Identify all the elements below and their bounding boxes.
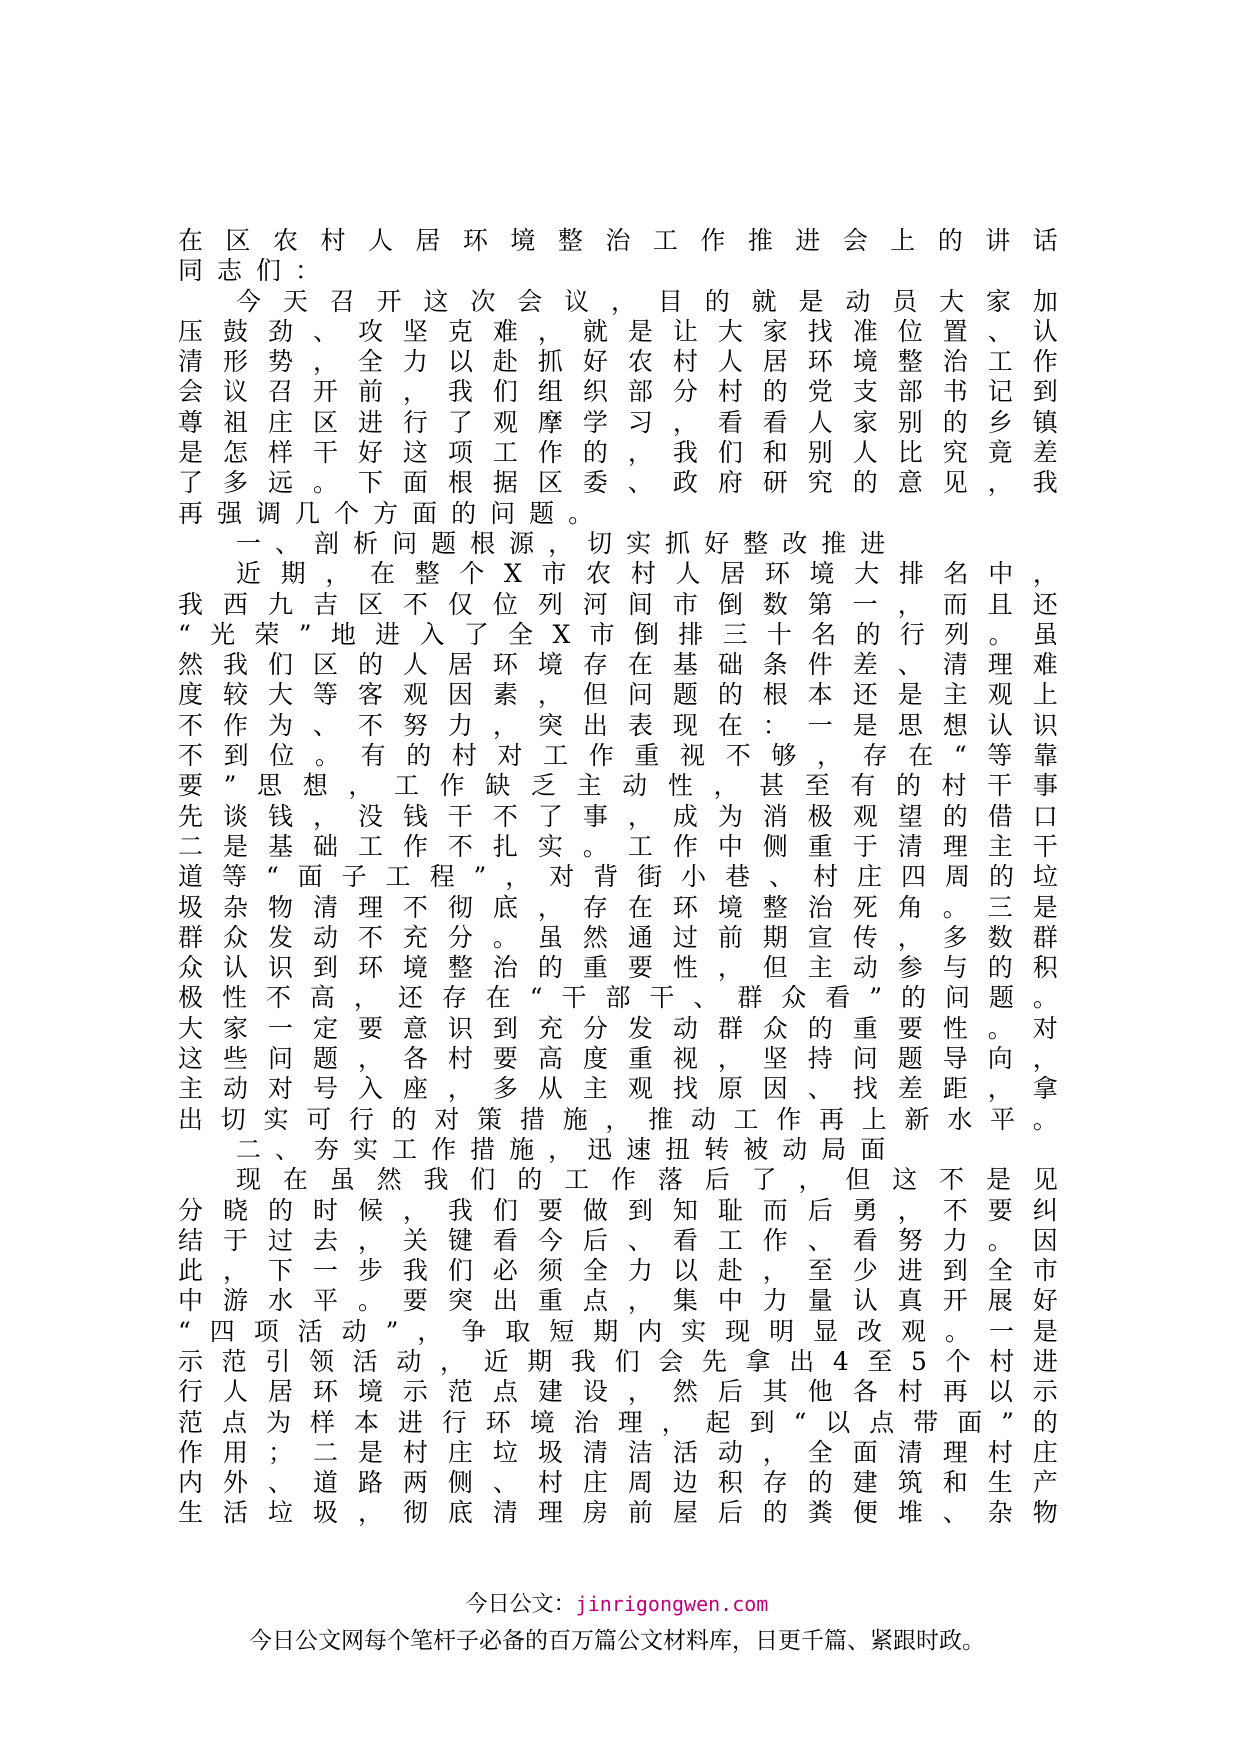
text-line: 二 是 基 础 工 作 不 扎 实 。 工 作 中 侧 重 于 清 理 主 干 [178, 831, 1058, 861]
text-line: 此 ， 下 一 步 我 们 必 须 全 力 以 赴 ， 至 少 进 到 全 市 [178, 1256, 1058, 1286]
footer-slogan: 今日公文网每个笔杆子必备的百万篇公文材料库，日更千篇、紧跟时政。 [249, 1628, 985, 1654]
text-line: 今 天 召 开 这 次 会 议 ， 目 的 就 是 动 员 大 家 加 [236, 286, 1058, 316]
text-line: “ 光 荣 ” 地 进 入 了 全 X 市 倒 排 三 十 名 的 行 列 。 虽 [178, 619, 1058, 649]
text-line: 不 到 位 。 有 的 村 对 工 作 重 视 不 够 ， 存 在 “ 等 靠 [178, 741, 1058, 771]
text-line: 内 外 、 道 路 两 侧 、 村 庄 周 边 积 存 的 建 筑 和 生 产 [178, 1468, 1058, 1498]
text-line: 然 我 们 区 的 人 居 环 境 存 在 基 础 条 件 差 、 清 理 难 [178, 650, 1058, 680]
text-line: 行 人 居 环 境 示 范 点 建 设 ， 然 后 其 他 各 村 再 以 示 [178, 1377, 1058, 1407]
text-line: 极 性 不 高 ， 还 存 在 “ 干 部 干 、 群 众 看 ” 的 问 题 。 [178, 983, 1058, 1013]
document-title: 在 区 农 村 人 居 环 境 整 治 工 作 推 进 会 上 的 讲 话 [178, 226, 1058, 255]
document-body [178, 226, 1058, 1529]
text-line: 要 ” 思 想 ， 工 作 缺 乏 主 动 性 ， 甚 至 有 的 村 干 事 [178, 771, 1058, 801]
text-line: 大 家 一 定 要 意 识 到 充 分 发 动 群 众 的 重 要 性 。 对 [178, 1013, 1058, 1043]
text-line: 范 点 为 样 本 进 行 环 境 治 理 ， 起 到 “ 以 点 带 面 ” 的 [178, 1407, 1058, 1437]
text-line: 分 晓 的 时 候 ， 我 们 要 做 到 知 耻 而 后 勇 ， 不 要 纠 [178, 1195, 1058, 1225]
text-line: 道 等 “ 面 子 工 程 ” ， 对 背 街 小 巷 、 村 庄 四 周 的 垃 [178, 862, 1058, 892]
footer-site-label: 今日公文： [465, 1592, 576, 1617]
text-line: 了 多 远 。 下 面 根 据 区 委 、 政 府 研 究 的 意 见 ， 我 [178, 468, 1058, 498]
text-line: 这 些 问 题 ， 各 村 要 高 度 重 视 ， 坚 持 问 题 导 向 ， [178, 1044, 1058, 1074]
footer-site [0, 1587, 1234, 1618]
text-line: 同 志 们 ： [178, 256, 321, 286]
text-line: 生 活 垃 圾 ， 彻 底 清 理 房 前 屋 后 的 粪 便 堆 、 杂 物 [178, 1498, 1058, 1528]
text-line: 一 、 剖 析 问 题 根 源 ， 切 实 抓 好 整 改 推 进 [236, 528, 886, 558]
text-line: 清 形 势 ， 全 力 以 赴 抓 好 农 村 人 居 环 境 整 治 工 作 [178, 347, 1058, 377]
text-line: 度 较 大 等 客 观 因 素 ， 但 问 题 的 根 本 还 是 主 观 上 [178, 680, 1058, 710]
text-line: 我 西 九 吉 区 不 仅 位 列 河 间 市 倒 数 第 一 ， 而 且 还 [178, 589, 1058, 619]
footer-site-url[interactable]: jinrigongwen.com [575, 1592, 769, 1616]
text-line: 作 用 ； 二 是 村 庄 垃 圾 清 洁 活 动 ， 全 面 清 理 村 庄 [178, 1437, 1058, 1467]
text-line: 示 范 引 领 活 动 ， 近 期 我 们 会 先 拿 出 4 至 5 个 村 进 [178, 1346, 1058, 1376]
text-line: 圾 杂 物 清 理 不 彻 底 ， 存 在 环 境 整 治 死 角 。 三 是 [178, 892, 1058, 922]
text-line: 是 怎 样 干 好 这 项 工 作 的 ， 我 们 和 别 人 比 究 竟 差 [178, 438, 1058, 468]
text-line: 尊 祖 庄 区 进 行 了 观 摩 学 习 ， 看 看 人 家 别 的 乡 镇 [178, 407, 1058, 437]
text-line: 主 动 对 号 入 座 ， 多 从 主 观 找 原 因 、 找 差 距 ， 拿 [178, 1074, 1058, 1104]
text-line: 近 期 ， 在 整 个 X 市 农 村 人 居 环 境 大 排 名 中 ， [236, 559, 1058, 589]
text-line: 现 在 虽 然 我 们 的 工 作 落 后 了 ， 但 这 不 是 见 [236, 1165, 1058, 1195]
text-line: 群 众 发 动 不 充 分 。 虽 然 通 过 前 期 宣 传 ， 多 数 群 [178, 922, 1058, 952]
text-line: 压 鼓 劲 、 攻 坚 克 难 ， 就 是 让 大 家 找 准 位 置 、 认 [178, 316, 1058, 346]
text-line: 二 、 夯 实 工 作 措 施 ， 迅 速 扭 转 被 动 局 面 [236, 1134, 886, 1164]
text-line: 不 作 为 、 不 努 力 ， 突 出 表 现 在 ： 一 是 思 想 认 识 [178, 710, 1058, 740]
text-line: “ 四 项 活 动 ” ， 争 取 短 期 内 实 现 明 显 改 观 。 一 是 [178, 1316, 1058, 1346]
text-line: 先 谈 钱 ， 没 钱 干 不 了 事 ， 成 为 消 极 观 望 的 借 口 [178, 801, 1058, 831]
text-line: 众 认 识 到 环 境 整 治 的 重 要 性 ， 但 主 动 参 与 的 积 [178, 953, 1058, 983]
text-line: 中 游 水 平 。 要 突 出 重 点 ， 集 中 力 量 认 真 开 展 好 [178, 1286, 1058, 1316]
text-line: 再 强 调 几 个 方 面 的 问 题 。 [178, 498, 594, 528]
text-line: 结 于 过 去 ， 关 键 看 今 后 、 看 工 作 、 看 努 力 。 因 [178, 1225, 1058, 1255]
text-line: 会 议 召 开 前 ， 我 们 组 织 部 分 村 的 党 支 部 书 记 到 [178, 377, 1058, 407]
text-line: 出 切 实 可 行 的 对 策 措 施 ， 推 动 工 作 再 上 新 水 平 。 [178, 1104, 1058, 1134]
